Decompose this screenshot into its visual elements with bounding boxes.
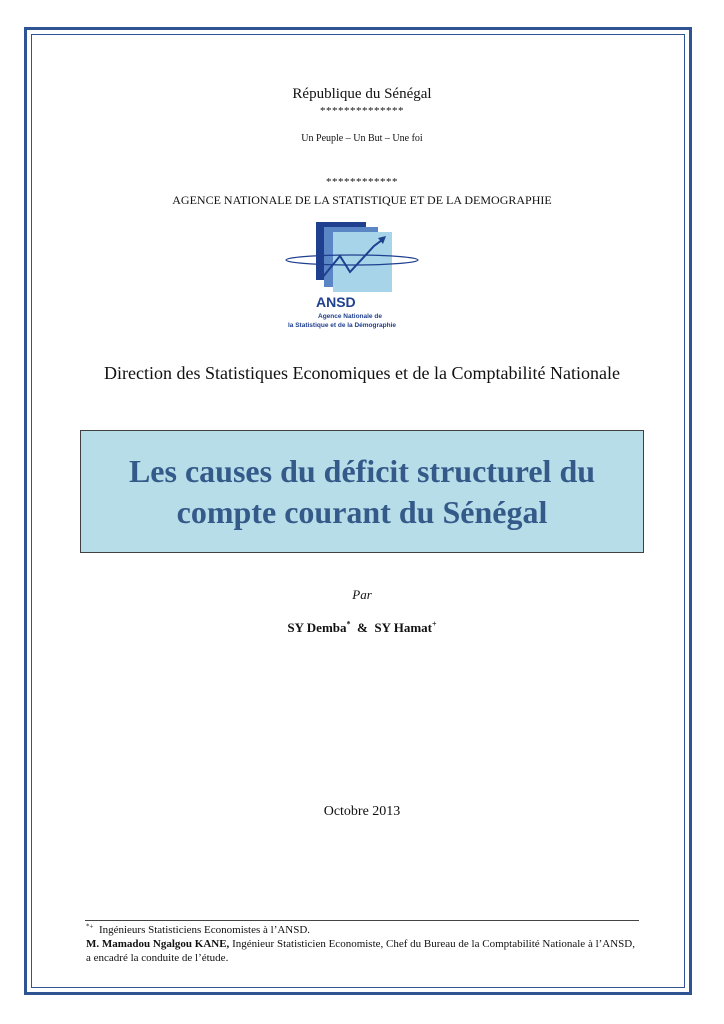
logo-acronym: ANSD: [316, 294, 356, 310]
author-separator: &: [357, 620, 368, 635]
separator-stars-top: **************: [320, 105, 404, 117]
footnote-2: [86, 937, 642, 965]
footnote-separator: [85, 920, 639, 921]
author-1-mark: *: [346, 619, 351, 629]
direction-heading: Direction des Statistiques Economiques et de la Comptabilité Nationale: [104, 363, 620, 383]
author-2-mark: +: [432, 619, 437, 629]
publication-date: Octobre 2013: [323, 804, 401, 819]
national-motto: Un Peuple – Un But – Une foi: [301, 133, 423, 144]
republic-heading: République du Sénégal: [292, 86, 432, 102]
author-1: SY Demba: [287, 620, 347, 635]
ansd-logo: [282, 218, 432, 334]
title-box: [80, 430, 644, 553]
footnotes: [86, 923, 642, 965]
byline-par: Par: [352, 587, 372, 602]
logo-caption-line2: la Statistique et de la Démographie: [288, 322, 396, 329]
supervisor-name: M. Mamadou Ngalgou KANE,: [86, 938, 230, 950]
footnote-1-text: Ingénieurs Statisticiens Economistes à l’ANSD.: [98, 924, 311, 936]
title-line-2: compte courant du Sénégal: [176, 493, 548, 530]
agency-name: AGENCE NATIONALE DE LA STATISTIQUE ET DE LA DEMOGRAPHIE: [172, 193, 552, 207]
document-title: [102, 451, 622, 533]
separator-stars-bottom: ************: [326, 176, 398, 188]
title-line-1: Les causes du déficit structurel du: [128, 452, 596, 489]
author-2: SY Hamat: [374, 620, 433, 635]
supervisor-text: Ingénieur Statisticien Economiste, Chef du Bureau de la Comptabilité Nationale à l’ANSD, a encadré la conduite de l’étude.: [86, 938, 635, 964]
footnote-1: [86, 923, 642, 937]
logo-caption-line1: Agence Nationale de: [318, 313, 382, 320]
authors-line: [0, 620, 724, 636]
footnote-marks: *+: [86, 922, 94, 931]
